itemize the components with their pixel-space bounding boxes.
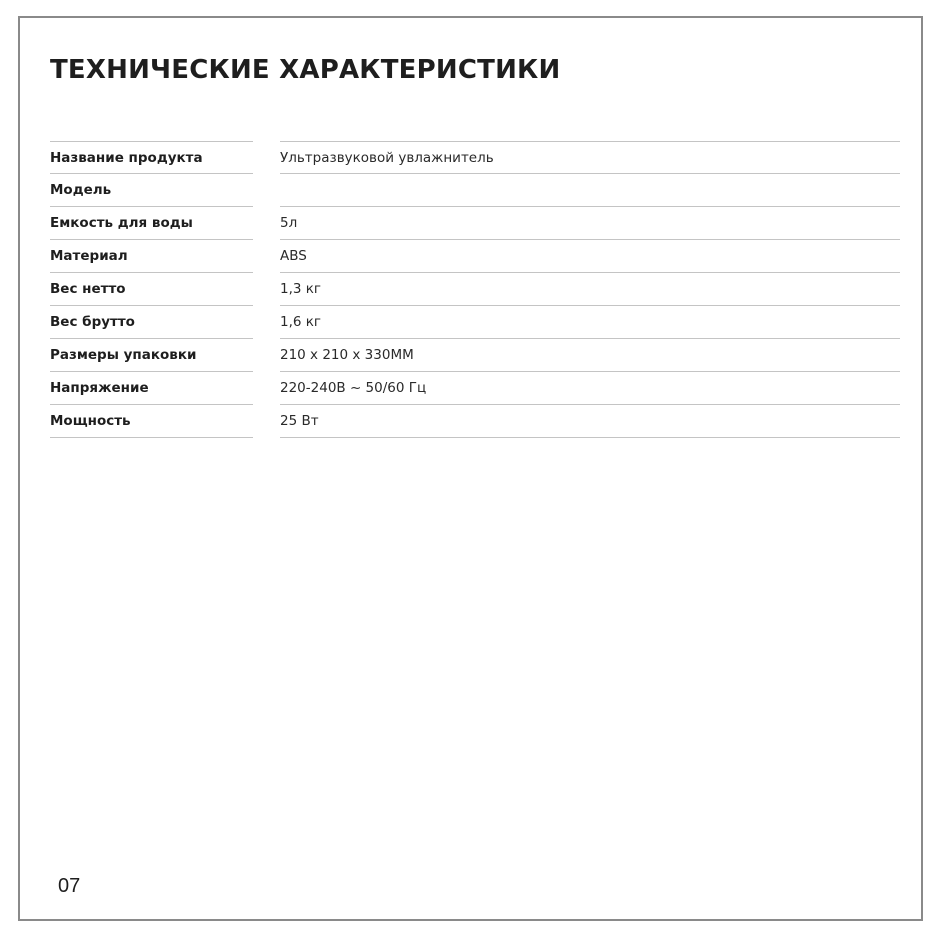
spec-value: 1,3 кг <box>280 273 900 306</box>
spec-label: Размеры упаковки <box>50 339 253 372</box>
spec-label: Материал <box>50 240 253 273</box>
spec-value: Ультразвуковой увлажнитель <box>280 141 900 174</box>
spec-value: 5л <box>280 207 900 240</box>
spec-row-material <box>50 240 900 273</box>
spec-value: 210 x 210 x 330MM <box>280 339 900 372</box>
specs-table <box>50 141 900 438</box>
document-page <box>18 16 923 921</box>
spec-label: Вес брутто <box>50 306 253 339</box>
spec-label: Мощность <box>50 405 253 438</box>
spec-row-gross-weight <box>50 306 900 339</box>
spec-row-power <box>50 405 900 438</box>
spec-value: 220-240В ~ 50/60 Гц <box>280 372 900 405</box>
spec-label: Напряжение <box>50 372 253 405</box>
page-number: 07 <box>58 875 81 897</box>
spec-row-model <box>50 174 900 207</box>
page-title: ТЕХНИЧЕСКИЕ ХАРАКТЕРИСТИКИ <box>50 55 561 85</box>
spec-label: Модель <box>50 174 253 207</box>
spec-value: 25 Вт <box>280 405 900 438</box>
spec-row-product-name <box>50 141 900 174</box>
spec-value: 1,6 кг <box>280 306 900 339</box>
spec-label: Емкость для воды <box>50 207 253 240</box>
spec-value: ABS <box>280 240 900 273</box>
spec-row-voltage <box>50 372 900 405</box>
spec-row-water-capacity <box>50 207 900 240</box>
spec-label: Название продукта <box>50 141 253 174</box>
spec-row-net-weight <box>50 273 900 306</box>
spec-value <box>280 174 900 207</box>
spec-row-package-size <box>50 339 900 372</box>
spec-label: Вес нетто <box>50 273 253 306</box>
